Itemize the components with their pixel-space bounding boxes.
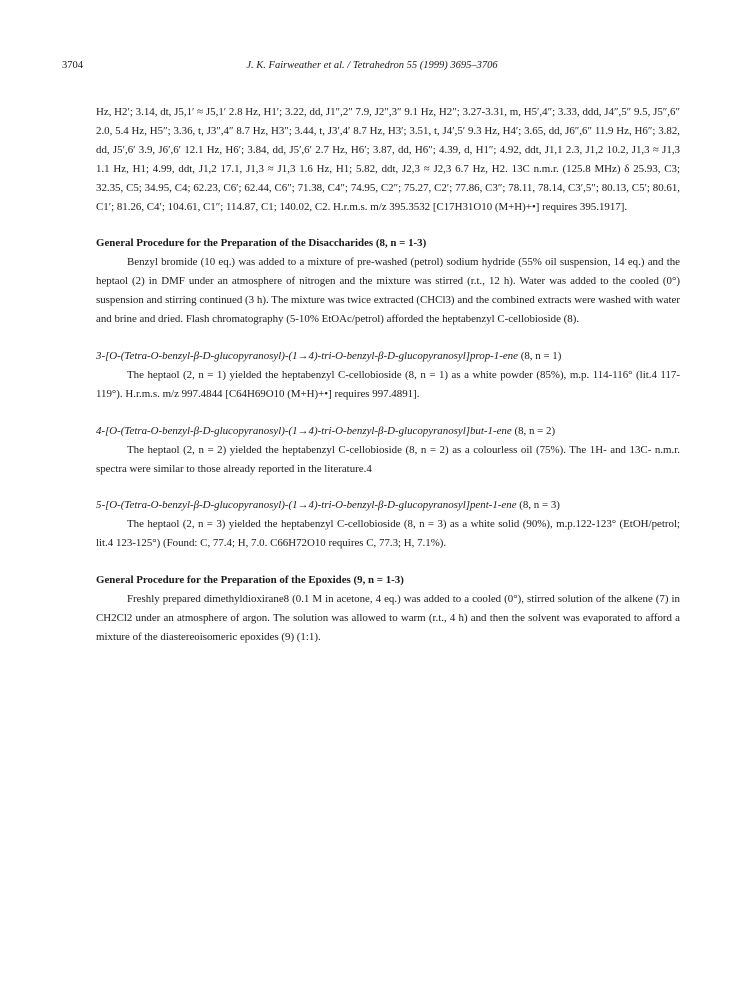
compound-3-label: (8, n = 3) — [519, 499, 560, 512]
compound-2-description: The heptaol (2, n = 2) yielded the heptabenzyl C-cellobioside (8, n = 2) as a colourless oil (75%). The 1H- and 13C- n.m.r. spectra were similar to those already reported in the literature.4 — [96, 443, 680, 475]
running-header — [62, 60, 682, 76]
epoxides-procedure: Freshly prepared dimethyldioxirane8 (0.1 M in acetone, 4 eq.) was added to a cooled (0°), stirred solution of the alkene (7) in CH2Cl2 under an atmosphere of argon. The solution was allowed to warm (r.t., 4 h) and then the solvent was evaporated to afford a mixture of the diastereoisomeric epoxides (9) (1:1). — [96, 593, 680, 643]
nmr-data-paragraph: Hz, H2′; 3.14, dt, J5,1′ ≈ J5,1′ 2.8 Hz, H1′; 3.22, dd, J1″,2″ 7.9, J2″,3″ 9.1 Hz, H2″; 3.27-3.31, m, H5′,4″; 3.33, ddd, J4″,5″ 9.5, J5″,6″ 2.0, 5.4 Hz, H5″; 3.36, t, J3″,4″ 8.7 Hz, H3″; 3.44, t, J3′,4′ 8.7 Hz, H3′; 3.51, t, J4′,5′ 9.3 Hz, H4′; 3.65, dd, J6″,6″ 11.9 Hz, H6″; 3.82, dd, J5′,6′ 3.9, J6′,6′ 12.1 Hz, H6′; 3.84, dd, J5′,6′ 2.7 Hz, H6′; 3.87, dd, H6″; 4.39, d, H1″; 4.92, ddt, J1,1 2.3, J1,2 10.2, J1,3 ≈ J1,3 1.1 Hz, H1; 4.99, ddt, J1,2 17.1, J1,3 ≈ J1,3 1.6 Hz, H1; 5.82, ddt, J2,3 ≈ J2,3 6.7 Hz, H2. 13C n.m.r. (125.8 MHz) δ 25.93, C3; 32.35, C5; 34.95, C4; 62.23, C6′; 62.44, C6″; 71.38, C4″; 74.95, C2″; 75.27, C2′; 77.86, C3″; 78.11, 78.14, C3′,5″; 80.13, C5′; 80.61, C1′; 81.26, C4′; 104.61, C1″; 114.87, C1; 140.02, C2. H.r.m.s. m/z 395.3532 [C17H31O10 (M+H)+•] requires 395.1917]. — [96, 106, 680, 213]
article-body — [96, 103, 680, 647]
compound-3-description: The heptaol (2, n = 3) yielded the heptabenzyl C-cellobioside (8, n = 3) as a white solid (90%), m.p.122-123° (EtOH/petrol; lit.4 123-125°) (Found: C, 77.4; H, 7.0. C66H72O10 requires C, 77.3; H, 7.1%). — [96, 518, 680, 550]
compound-1-label: (8, n = 1) — [520, 349, 562, 362]
disaccharides-procedure: Benzyl bromide (10 eq.) was added to a mixture of pre-washed (petrol) sodium hydride (55% oil suspension, 14 eq.) and the heptaol (2) in DMF under an atmosphere of nitrogen and the mixture was stirred (r.t., 12 h). Water was added to the cooled (0°) suspension and stirring continued (3 h). The mixture was twice extracted (CHCl3) and the combined extracts were washed with water and brine and dried. Flash chromatography (5-10% EtOAc/petrol) afforded the heptabenzyl C-cellobioside (8). — [96, 256, 680, 326]
compound-1-description: The heptaol (2, n = 1) yielded the heptabenzyl C-cellobioside (8, n = 1) as a white powder (85%), m.p. 114-116° (lit.4 117-119°). H.r.m.s. m/z 997.4844 [C64H69O10 (M+H)+•] requires 997.4891]. — [96, 368, 680, 400]
disaccharides-heading: General Procedure for the Preparation of the Disaccharides (8, n = 1-3) — [96, 237, 427, 250]
compound-2-name: 4-[O-(Tetra-O-benzyl-β-D-glucopyranosyl)-(1→4)-tri-O-benzyl-β-D-glucopyranosyl]but-1-ene — [96, 424, 512, 437]
journal-citation: J. K. Fairweather et al. / Tetrahedron 55 (1999) 3695–3706 — [246, 60, 498, 71]
compound-1-name: 3-[O-(Tetra-O-benzyl-β-D-glucopyranosyl)-(1→4)-tri-O-benzyl-β-D-glucopyranosyl]prop-1-ene — [96, 349, 518, 362]
compound-1-title — [96, 347, 680, 366]
epoxides-heading: General Procedure for the Preparation of the Epoxides (9, n = 1-3) — [96, 574, 404, 587]
compound-2-label: (8, n = 2) — [514, 424, 556, 437]
compound-3-title — [96, 496, 680, 515]
compound-2-title — [96, 422, 680, 441]
compound-3-name: 5-[O-(Tetra-O-benzyl-β-D-glucopyranosyl)-(1→4)-tri-O-benzyl-β-D-glucopyranosyl]pent-1-ene — [96, 499, 517, 512]
page-number: 3704 — [62, 60, 83, 71]
